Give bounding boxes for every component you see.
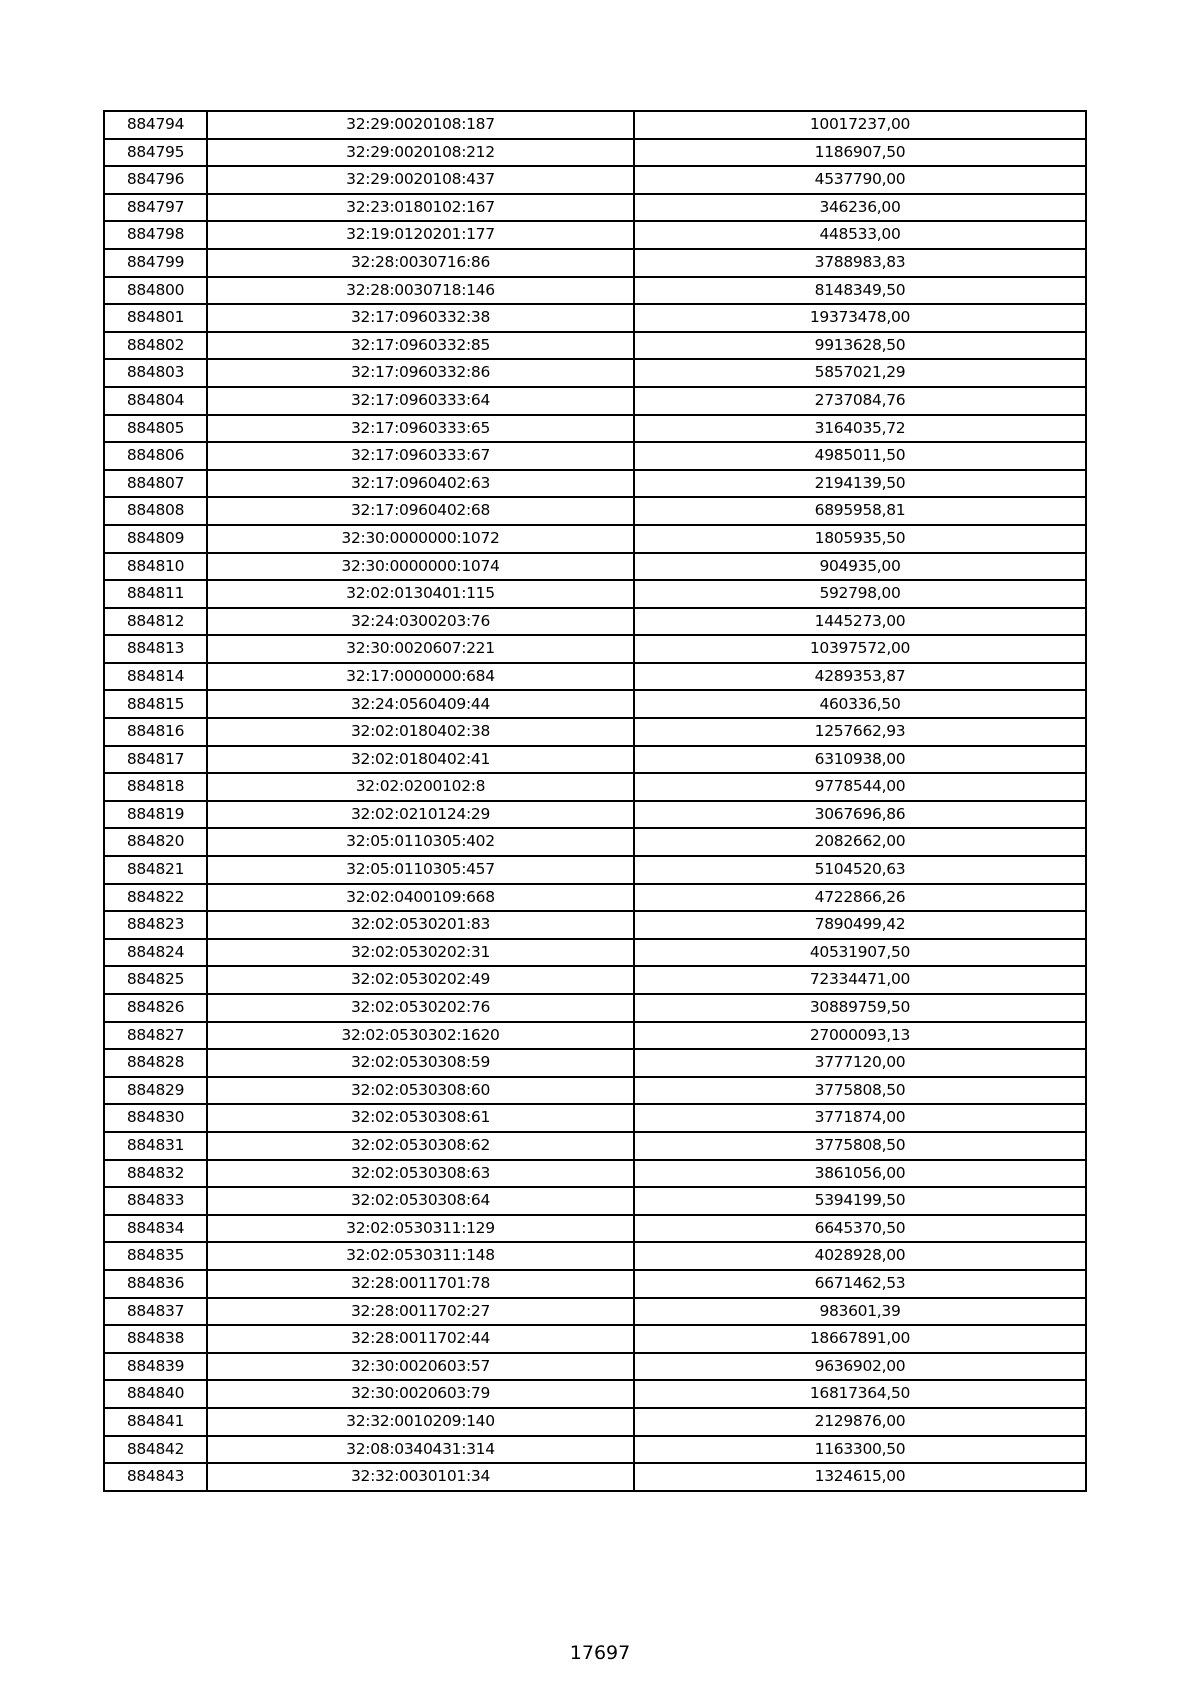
row-number-cell: 884837 — [104, 1298, 207, 1326]
row-number-cell: 884821 — [104, 856, 207, 884]
table-row — [104, 1104, 1086, 1132]
value-cell: 5394199,50 — [634, 1187, 1086, 1215]
cadastral-number-cell: 32:17:0960332:38 — [207, 304, 634, 332]
table-row — [104, 1215, 1086, 1243]
value-cell: 460336,50 — [634, 690, 1086, 718]
cadastral-number-cell: 32:32:0030101:34 — [207, 1463, 634, 1491]
cadastral-number-cell: 32:17:0960332:85 — [207, 332, 634, 360]
value-cell: 1186907,50 — [634, 139, 1086, 167]
cadastral-number-cell: 32:02:0530308:64 — [207, 1187, 634, 1215]
cadastral-number-cell: 32:17:0960402:63 — [207, 470, 634, 498]
value-cell: 3775808,50 — [634, 1132, 1086, 1160]
row-number-cell: 884840 — [104, 1380, 207, 1408]
row-number-cell: 884836 — [104, 1270, 207, 1298]
row-number-cell: 884795 — [104, 139, 207, 167]
value-cell: 3067696,86 — [634, 801, 1086, 829]
value-cell: 72334471,00 — [634, 966, 1086, 994]
table-row — [104, 166, 1086, 194]
table-row — [104, 746, 1086, 774]
row-number-cell: 884816 — [104, 718, 207, 746]
row-number-cell: 884799 — [104, 249, 207, 277]
row-number-cell: 884814 — [104, 663, 207, 691]
cadastral-number-cell: 32:17:0960333:67 — [207, 442, 634, 470]
value-cell: 4537790,00 — [634, 166, 1086, 194]
table-row — [104, 442, 1086, 470]
value-cell: 30889759,50 — [634, 994, 1086, 1022]
table-row — [104, 1270, 1086, 1298]
value-cell: 904935,00 — [634, 553, 1086, 581]
row-number-cell: 884833 — [104, 1187, 207, 1215]
value-cell: 1257662,93 — [634, 718, 1086, 746]
cadastral-number-cell: 32:29:0020108:212 — [207, 139, 634, 167]
table-row — [104, 1325, 1086, 1353]
cadastral-number-cell: 32:17:0960402:68 — [207, 497, 634, 525]
value-cell: 9913628,50 — [634, 332, 1086, 360]
table-row — [104, 387, 1086, 415]
table-row — [104, 1242, 1086, 1270]
row-number-cell: 884805 — [104, 415, 207, 443]
table-row — [104, 304, 1086, 332]
cadastral-number-cell: 32:17:0960333:65 — [207, 415, 634, 443]
cadastral-number-cell: 32:02:0530311:129 — [207, 1215, 634, 1243]
value-cell: 27000093,13 — [634, 1022, 1086, 1050]
row-number-cell: 884824 — [104, 939, 207, 967]
value-cell: 592798,00 — [634, 580, 1086, 608]
cadastral-number-cell: 32:17:0960332:86 — [207, 359, 634, 387]
value-cell: 6645370,50 — [634, 1215, 1086, 1243]
cadastral-number-cell: 32:02:0530308:61 — [207, 1104, 634, 1132]
value-cell: 4985011,50 — [634, 442, 1086, 470]
cadastral-number-cell: 32:24:0560409:44 — [207, 690, 634, 718]
table-row — [104, 221, 1086, 249]
cadastral-number-cell: 32:02:0210124:29 — [207, 801, 634, 829]
value-cell: 3775808,50 — [634, 1077, 1086, 1105]
row-number-cell: 884819 — [104, 801, 207, 829]
row-number-cell: 884802 — [104, 332, 207, 360]
table-row — [104, 994, 1086, 1022]
value-cell: 16817364,50 — [634, 1380, 1086, 1408]
row-number-cell: 884794 — [104, 111, 207, 139]
cadastral-number-cell: 32:02:0200102:8 — [207, 773, 634, 801]
value-cell: 4722866,26 — [634, 884, 1086, 912]
value-cell: 5104520,63 — [634, 856, 1086, 884]
value-cell: 10017237,00 — [634, 111, 1086, 139]
value-cell: 9636902,00 — [634, 1353, 1086, 1381]
cadastral-number-cell: 32:30:0020603:79 — [207, 1380, 634, 1408]
table-row — [104, 911, 1086, 939]
cadastral-number-cell: 32:17:0000000:684 — [207, 663, 634, 691]
cadastral-number-cell: 32:02:0530202:49 — [207, 966, 634, 994]
row-number-cell: 884823 — [104, 911, 207, 939]
table-row — [104, 1463, 1086, 1491]
value-cell: 3777120,00 — [634, 1049, 1086, 1077]
row-number-cell: 884817 — [104, 746, 207, 774]
value-cell: 9778544,00 — [634, 773, 1086, 801]
row-number-cell: 884828 — [104, 1049, 207, 1077]
cadastral-number-cell: 32:02:0530308:60 — [207, 1077, 634, 1105]
cadastral-number-cell: 32:30:0000000:1072 — [207, 525, 634, 553]
table-row — [104, 497, 1086, 525]
row-number-cell: 884815 — [104, 690, 207, 718]
table-row — [104, 249, 1086, 277]
value-cell: 2194139,50 — [634, 470, 1086, 498]
cadastral-number-cell: 32:23:0180102:167 — [207, 194, 634, 222]
row-number-cell: 884826 — [104, 994, 207, 1022]
value-cell: 7890499,42 — [634, 911, 1086, 939]
row-number-cell: 884839 — [104, 1353, 207, 1381]
table-row — [104, 359, 1086, 387]
table-row — [104, 690, 1086, 718]
value-cell: 1445273,00 — [634, 608, 1086, 636]
row-number-cell: 884810 — [104, 553, 207, 581]
table-row — [104, 1298, 1086, 1326]
cadastral-number-cell: 32:32:0010209:140 — [207, 1408, 634, 1436]
row-number-cell: 884807 — [104, 470, 207, 498]
table-row — [104, 111, 1086, 139]
cadastral-number-cell: 32:30:0020607:221 — [207, 635, 634, 663]
value-cell: 8148349,50 — [634, 277, 1086, 305]
cadastral-number-cell: 32:05:0110305:402 — [207, 828, 634, 856]
value-cell: 6671462,53 — [634, 1270, 1086, 1298]
cadastral-number-cell: 32:02:0130401:115 — [207, 580, 634, 608]
value-cell: 3788983,83 — [634, 249, 1086, 277]
value-cell: 10397572,00 — [634, 635, 1086, 663]
cadastral-number-cell: 32:02:0530308:59 — [207, 1049, 634, 1077]
page-number: 17697 — [569, 1642, 631, 1664]
value-cell: 2737084,76 — [634, 387, 1086, 415]
table-row — [104, 884, 1086, 912]
value-cell: 2129876,00 — [634, 1408, 1086, 1436]
cadastral-number-cell: 32:29:0020108:187 — [207, 111, 634, 139]
table-row — [104, 856, 1086, 884]
row-number-cell: 884811 — [104, 580, 207, 608]
value-cell: 4028928,00 — [634, 1242, 1086, 1270]
value-cell: 3771874,00 — [634, 1104, 1086, 1132]
value-cell: 1805935,50 — [634, 525, 1086, 553]
cadastral-number-cell: 32:02:0180402:38 — [207, 718, 634, 746]
table-row — [104, 1022, 1086, 1050]
row-number-cell: 884835 — [104, 1242, 207, 1270]
table-row — [104, 1353, 1086, 1381]
row-number-cell: 884804 — [104, 387, 207, 415]
row-number-cell: 884831 — [104, 1132, 207, 1160]
cadastral-number-cell: 32:05:0110305:457 — [207, 856, 634, 884]
cadastral-number-cell: 32:28:0011702:44 — [207, 1325, 634, 1353]
cadastral-number-cell: 32:28:0030718:146 — [207, 277, 634, 305]
row-number-cell: 884806 — [104, 442, 207, 470]
row-number-cell: 884818 — [104, 773, 207, 801]
row-number-cell: 884803 — [104, 359, 207, 387]
table-row — [104, 801, 1086, 829]
row-number-cell: 884842 — [104, 1436, 207, 1464]
row-number-cell: 884832 — [104, 1160, 207, 1188]
table-row — [104, 608, 1086, 636]
cadastral-number-cell: 32:24:0300203:76 — [207, 608, 634, 636]
value-cell: 3164035,72 — [634, 415, 1086, 443]
cadastral-number-cell: 32:19:0120201:177 — [207, 221, 634, 249]
records-table — [103, 110, 1087, 1492]
cadastral-number-cell: 32:28:0030716:86 — [207, 249, 634, 277]
cadastral-number-cell: 32:02:0530302:1620 — [207, 1022, 634, 1050]
cadastral-number-cell: 32:30:0020603:57 — [207, 1353, 634, 1381]
table-row — [104, 332, 1086, 360]
table-row — [104, 580, 1086, 608]
table-row — [104, 828, 1086, 856]
value-cell: 40531907,50 — [634, 939, 1086, 967]
row-number-cell: 884812 — [104, 608, 207, 636]
cadastral-number-cell: 32:28:0011702:27 — [207, 1298, 634, 1326]
value-cell: 18667891,00 — [634, 1325, 1086, 1353]
value-cell: 4289353,87 — [634, 663, 1086, 691]
table-row — [104, 553, 1086, 581]
row-number-cell: 884808 — [104, 497, 207, 525]
row-number-cell: 884834 — [104, 1215, 207, 1243]
cadastral-number-cell: 32:02:0180402:41 — [207, 746, 634, 774]
value-cell: 6895958,81 — [634, 497, 1086, 525]
table-row — [104, 277, 1086, 305]
table-row — [104, 139, 1086, 167]
value-cell: 6310938,00 — [634, 746, 1086, 774]
table-row — [104, 525, 1086, 553]
row-number-cell: 884838 — [104, 1325, 207, 1353]
value-cell: 5857021,29 — [634, 359, 1086, 387]
cadastral-number-cell: 32:02:0530202:76 — [207, 994, 634, 1022]
cadastral-number-cell: 32:29:0020108:437 — [207, 166, 634, 194]
table-row — [104, 1160, 1086, 1188]
row-number-cell: 884797 — [104, 194, 207, 222]
value-cell: 1324615,00 — [634, 1463, 1086, 1491]
value-cell: 346236,00 — [634, 194, 1086, 222]
row-number-cell: 884798 — [104, 221, 207, 249]
cadastral-number-cell: 32:17:0960333:64 — [207, 387, 634, 415]
row-number-cell: 884841 — [104, 1408, 207, 1436]
row-number-cell: 884825 — [104, 966, 207, 994]
table-row — [104, 966, 1086, 994]
value-cell: 448533,00 — [634, 221, 1086, 249]
row-number-cell: 884801 — [104, 304, 207, 332]
table-row — [104, 1380, 1086, 1408]
records-table-body — [104, 111, 1086, 1491]
table-row — [104, 1077, 1086, 1105]
row-number-cell: 884822 — [104, 884, 207, 912]
cadastral-number-cell: 32:02:0530201:83 — [207, 911, 634, 939]
value-cell: 983601,39 — [634, 1298, 1086, 1326]
value-cell: 1163300,50 — [634, 1436, 1086, 1464]
table-row — [104, 1187, 1086, 1215]
cadastral-number-cell: 32:08:0340431:314 — [207, 1436, 634, 1464]
cadastral-number-cell: 32:02:0530308:63 — [207, 1160, 634, 1188]
row-number-cell: 884800 — [104, 277, 207, 305]
cadastral-number-cell: 32:28:0011701:78 — [207, 1270, 634, 1298]
table-row — [104, 1049, 1086, 1077]
table-row — [104, 663, 1086, 691]
table-row — [104, 1436, 1086, 1464]
cadastral-number-cell: 32:02:0530311:148 — [207, 1242, 634, 1270]
cadastral-number-cell: 32:02:0530308:62 — [207, 1132, 634, 1160]
row-number-cell: 884827 — [104, 1022, 207, 1050]
cadastral-number-cell: 32:30:0000000:1074 — [207, 553, 634, 581]
table-row — [104, 194, 1086, 222]
table-row — [104, 939, 1086, 967]
row-number-cell: 884796 — [104, 166, 207, 194]
value-cell: 2082662,00 — [634, 828, 1086, 856]
table-row — [104, 718, 1086, 746]
table-row — [104, 1408, 1086, 1436]
row-number-cell: 884829 — [104, 1077, 207, 1105]
row-number-cell: 884830 — [104, 1104, 207, 1132]
table-row — [104, 1132, 1086, 1160]
table-row — [104, 470, 1086, 498]
row-number-cell: 884820 — [104, 828, 207, 856]
row-number-cell: 884813 — [104, 635, 207, 663]
row-number-cell: 884843 — [104, 1463, 207, 1491]
table-row — [104, 415, 1086, 443]
row-number-cell: 884809 — [104, 525, 207, 553]
table-row — [104, 635, 1086, 663]
table-row — [104, 773, 1086, 801]
cadastral-number-cell: 32:02:0400109:668 — [207, 884, 634, 912]
value-cell: 3861056,00 — [634, 1160, 1086, 1188]
cadastral-number-cell: 32:02:0530202:31 — [207, 939, 634, 967]
value-cell: 19373478,00 — [634, 304, 1086, 332]
